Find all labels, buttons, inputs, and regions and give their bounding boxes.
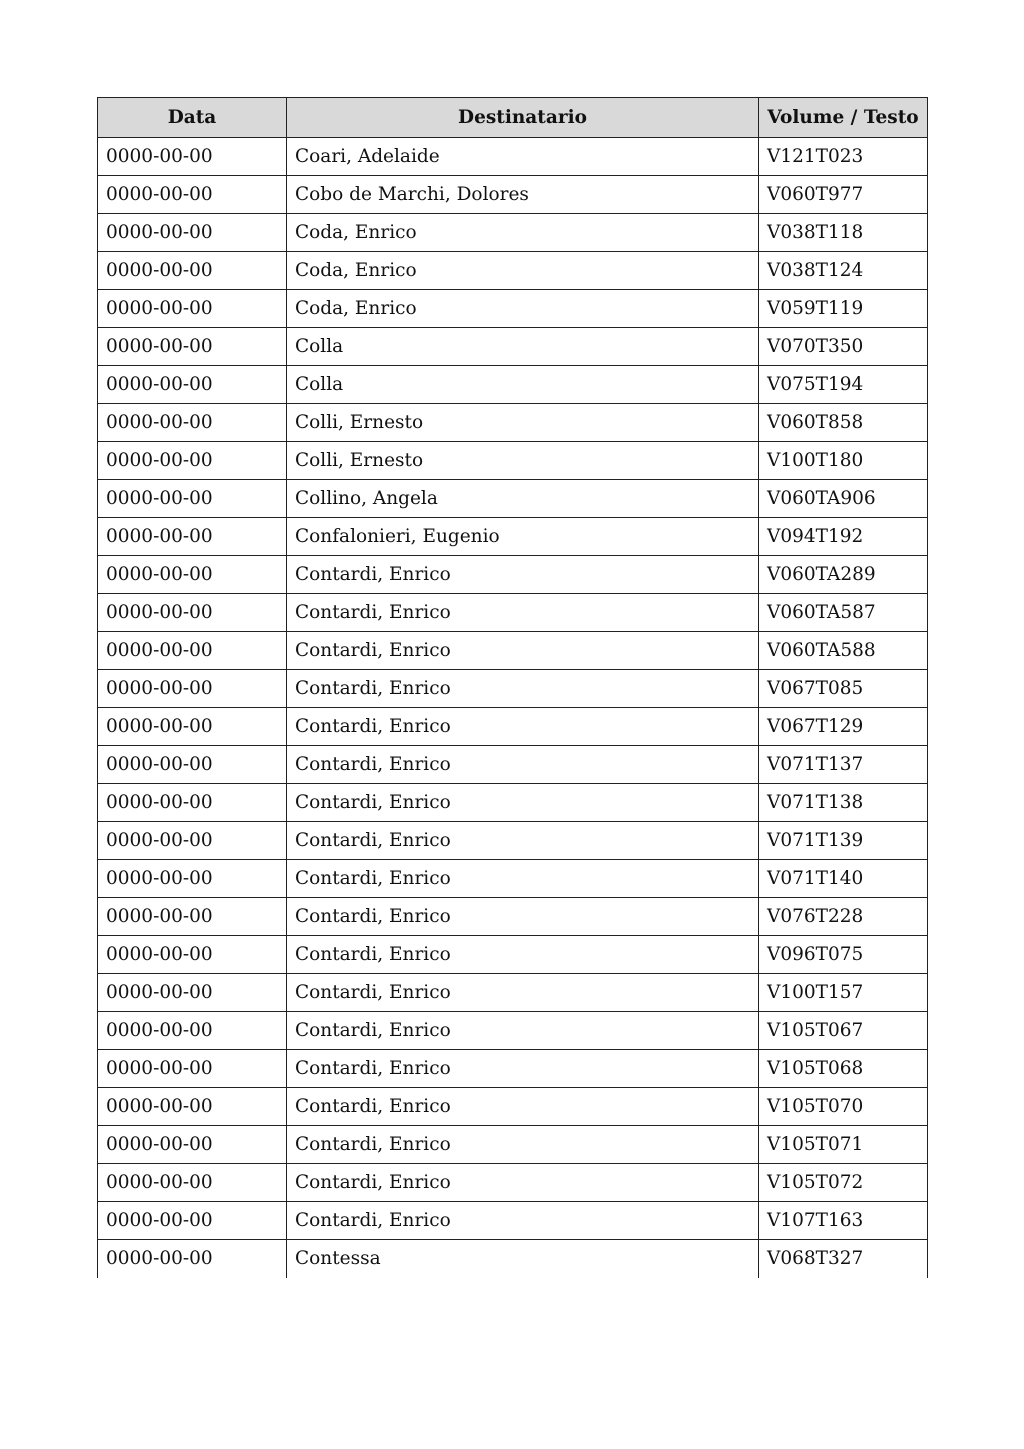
- table-row: [98, 1240, 928, 1278]
- cell-data: 0000-00-00: [98, 252, 287, 290]
- table-row: [98, 404, 928, 442]
- cell-data: 0000-00-00: [98, 1126, 287, 1164]
- cell-volume-testo: V060TA588: [759, 632, 928, 670]
- cell-volume-testo: V038T124: [759, 252, 928, 290]
- table-row: [98, 822, 928, 860]
- cell-destinatario: Contardi, Enrico: [287, 1202, 759, 1240]
- cell-data: 0000-00-00: [98, 708, 287, 746]
- table-row: [98, 556, 928, 594]
- cell-destinatario: Contardi, Enrico: [287, 670, 759, 708]
- cell-volume-testo: V105T071: [759, 1126, 928, 1164]
- cell-destinatario: Contardi, Enrico: [287, 594, 759, 632]
- table-row: [98, 290, 928, 328]
- cell-destinatario: Contardi, Enrico: [287, 1012, 759, 1050]
- cell-volume-testo: V068T327: [759, 1240, 928, 1278]
- cell-destinatario: Confalonieri, Eugenio: [287, 518, 759, 556]
- table-row: [98, 746, 928, 784]
- table-row: [98, 138, 928, 176]
- cell-volume-testo: V071T139: [759, 822, 928, 860]
- cell-volume-testo: V105T068: [759, 1050, 928, 1088]
- cell-data: 0000-00-00: [98, 594, 287, 632]
- cell-volume-testo: V067T085: [759, 670, 928, 708]
- table-row: [98, 936, 928, 974]
- table-row: [98, 252, 928, 290]
- table-row: [98, 480, 928, 518]
- cell-volume-testo: V070T350: [759, 328, 928, 366]
- cell-destinatario: Collino, Angela: [287, 480, 759, 518]
- cell-destinatario: Colla: [287, 366, 759, 404]
- cell-data: 0000-00-00: [98, 1240, 287, 1278]
- cell-volume-testo: V060TA289: [759, 556, 928, 594]
- cell-data: 0000-00-00: [98, 176, 287, 214]
- cell-destinatario: Cobo de Marchi, Dolores: [287, 176, 759, 214]
- cell-data: 0000-00-00: [98, 936, 287, 974]
- table-body: [98, 138, 928, 1278]
- cell-volume-testo: V071T140: [759, 860, 928, 898]
- cell-volume-testo: V100T180: [759, 442, 928, 480]
- cell-data: 0000-00-00: [98, 138, 287, 176]
- cell-volume-testo: V060TA587: [759, 594, 928, 632]
- table-row: [98, 670, 928, 708]
- cell-data: 0000-00-00: [98, 670, 287, 708]
- cell-volume-testo: V094T192: [759, 518, 928, 556]
- cell-destinatario: Contardi, Enrico: [287, 822, 759, 860]
- cell-data: 0000-00-00: [98, 404, 287, 442]
- cell-destinatario: Contardi, Enrico: [287, 1088, 759, 1126]
- cell-data: 0000-00-00: [98, 290, 287, 328]
- cell-volume-testo: V105T067: [759, 1012, 928, 1050]
- table-row: [98, 1012, 928, 1050]
- cell-data: 0000-00-00: [98, 214, 287, 252]
- cell-destinatario: Contardi, Enrico: [287, 784, 759, 822]
- cell-volume-testo: V105T072: [759, 1164, 928, 1202]
- column-header-destinatario: Destinatario: [287, 98, 759, 138]
- cell-destinatario: Contardi, Enrico: [287, 632, 759, 670]
- cell-destinatario: Coari, Adelaide: [287, 138, 759, 176]
- cell-destinatario: Colla: [287, 328, 759, 366]
- cell-volume-testo: V096T075: [759, 936, 928, 974]
- cell-volume-testo: V067T129: [759, 708, 928, 746]
- cell-destinatario: Coda, Enrico: [287, 252, 759, 290]
- cell-data: 0000-00-00: [98, 442, 287, 480]
- cell-data: 0000-00-00: [98, 1050, 287, 1088]
- cell-destinatario: Contardi, Enrico: [287, 860, 759, 898]
- cell-volume-testo: V105T070: [759, 1088, 928, 1126]
- cell-volume-testo: V107T163: [759, 1202, 928, 1240]
- table-row: [98, 898, 928, 936]
- cell-data: 0000-00-00: [98, 1202, 287, 1240]
- cell-volume-testo: V071T137: [759, 746, 928, 784]
- cell-volume-testo: V059T119: [759, 290, 928, 328]
- cell-destinatario: Colli, Ernesto: [287, 404, 759, 442]
- table-header-row: [98, 98, 928, 138]
- table-row: [98, 176, 928, 214]
- cell-data: 0000-00-00: [98, 1164, 287, 1202]
- cell-data: 0000-00-00: [98, 556, 287, 594]
- column-header-data: Data: [98, 98, 287, 138]
- cell-destinatario: Contardi, Enrico: [287, 708, 759, 746]
- cell-volume-testo: V121T023: [759, 138, 928, 176]
- cell-volume-testo: V075T194: [759, 366, 928, 404]
- cell-data: 0000-00-00: [98, 518, 287, 556]
- table-row: [98, 328, 928, 366]
- cell-volume-testo: V071T138: [759, 784, 928, 822]
- table-row: [98, 1202, 928, 1240]
- cell-destinatario: Contardi, Enrico: [287, 746, 759, 784]
- cell-data: 0000-00-00: [98, 632, 287, 670]
- table-row: [98, 1164, 928, 1202]
- cell-volume-testo: V100T157: [759, 974, 928, 1012]
- table-row: [98, 518, 928, 556]
- cell-destinatario: Contessa: [287, 1240, 759, 1278]
- cell-volume-testo: V060T858: [759, 404, 928, 442]
- cell-data: 0000-00-00: [98, 860, 287, 898]
- table-row: [98, 1088, 928, 1126]
- cell-data: 0000-00-00: [98, 746, 287, 784]
- table-row: [98, 708, 928, 746]
- column-header-volume-testo: Volume / Testo: [759, 98, 928, 138]
- cell-destinatario: Contardi, Enrico: [287, 898, 759, 936]
- cell-volume-testo: V060TA906: [759, 480, 928, 518]
- cell-data: 0000-00-00: [98, 328, 287, 366]
- cell-data: 0000-00-00: [98, 822, 287, 860]
- table-row: [98, 442, 928, 480]
- table-row: [98, 974, 928, 1012]
- cell-volume-testo: V060T977: [759, 176, 928, 214]
- table-row: [98, 594, 928, 632]
- cell-destinatario: Colli, Ernesto: [287, 442, 759, 480]
- cell-data: 0000-00-00: [98, 974, 287, 1012]
- cell-destinatario: Contardi, Enrico: [287, 1126, 759, 1164]
- cell-destinatario: Contardi, Enrico: [287, 974, 759, 1012]
- cell-data: 0000-00-00: [98, 784, 287, 822]
- cell-destinatario: Contardi, Enrico: [287, 1050, 759, 1088]
- cell-destinatario: Coda, Enrico: [287, 214, 759, 252]
- table-row: [98, 632, 928, 670]
- table-row: [98, 1050, 928, 1088]
- cell-data: 0000-00-00: [98, 480, 287, 518]
- table-row: [98, 366, 928, 404]
- table-row: [98, 784, 928, 822]
- cell-destinatario: Contardi, Enrico: [287, 1164, 759, 1202]
- cell-destinatario: Contardi, Enrico: [287, 556, 759, 594]
- table-row: [98, 860, 928, 898]
- table-row: [98, 1126, 928, 1164]
- cell-volume-testo: V038T118: [759, 214, 928, 252]
- table-row: [98, 214, 928, 252]
- cell-destinatario: Contardi, Enrico: [287, 936, 759, 974]
- cell-data: 0000-00-00: [98, 1088, 287, 1126]
- cell-destinatario: Coda, Enrico: [287, 290, 759, 328]
- cell-volume-testo: V076T228: [759, 898, 928, 936]
- cell-data: 0000-00-00: [98, 366, 287, 404]
- letters-table: [97, 97, 928, 1278]
- cell-data: 0000-00-00: [98, 1012, 287, 1050]
- cell-data: 0000-00-00: [98, 898, 287, 936]
